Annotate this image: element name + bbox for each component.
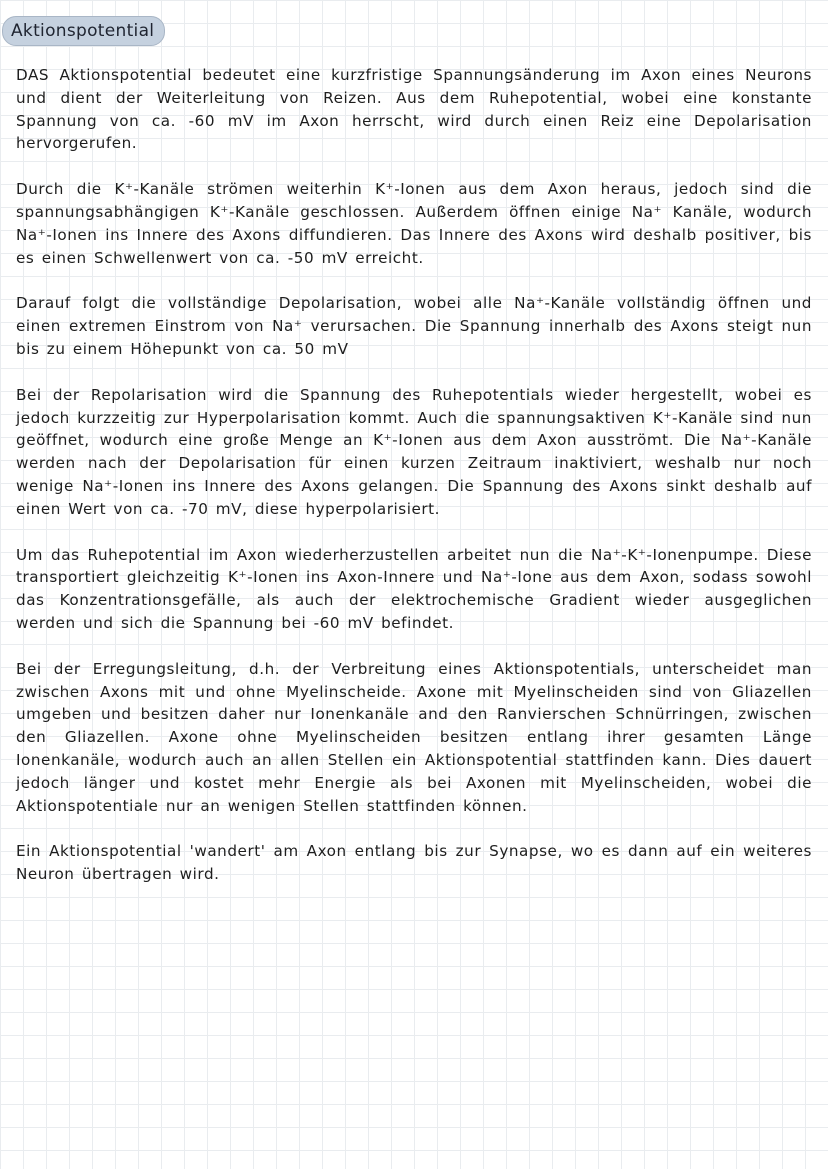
page-title: Aktionspotential bbox=[2, 16, 165, 46]
paragraph-depolarisation: Darauf folgt die vollständige Depolarisation, wobei alle Na⁺-Kanäle vollständig öffnen und einen extremen Einstrom von Na⁺ verursachen. Die Spannung innerhalb des Axons steigt nun bis zu einem Höhepunkt von ca. 50 mV bbox=[16, 294, 812, 358]
paragraph-definition: DAS Aktionspotential bedeutet eine kurzfristige Spannungsänderung im Axon eines Neurons und dient der Weiterleitung von Reizen. Aus dem Ruhepotential, wobei eine konstante Spannung von ca. -60 mV im Axon herrscht, wird durch einen Reiz eine Depolarisation hervorgerufen. bbox=[16, 66, 812, 153]
paragraph-ion-pump: Um das Ruhepotential im Axon wiederherzustellen arbeitet nun die Na⁺-K⁺-Ionenpumpe. Diese transportiert gleichzeitig K⁺-Ionen ins Axon-Innere und Na⁺-Ione aus dem Axon, sodass sowohl das Konzentrationsgefälle, als auch der elektrochemische Gradient wieder ausgeglichen werden und sich die Spannung bei -60 mV befindet. bbox=[16, 545, 812, 632]
paragraph-repolarisation: Bei der Repolarisation wird die Spannung des Ruhepotentials wieder hergestellt, wobei es jedoch kurzzeitig zur Hyperpolarisation kommt. Auch die spannungsaktiven K⁺-Kanäle sind nun geöffnet, wodurch eine große Menge an K⁺-Ionen aus dem Axon ausströmt. Die Na⁺-Kanäle werden nach der Depolarisation für einen kurzen Zeitraum inaktiviert, weshalb nur noch wenige Na⁺-Ionen ins Innere des Axons gelangen. Die Spannung des Axons sinkt deshalb auf einen Wert von ca. -70 mV, diese hyperpolarisiert. bbox=[16, 385, 812, 518]
notes-body bbox=[16, 64, 812, 886]
paragraph-conduction: Bei der Erregungsleitung, d.h. der Verbreitung eines Aktionspotentials, unterscheidet man zwischen Axons mit und ohne Myelinscheide. Axone mit Myelinscheiden sind von Gliazellen umgeben und besitzen daher nur Ionenkanäle and den Ranvierschen Schnürringen, zwischen den Gliazellen. Axone ohne Myelinscheiden besitzen entlang ihrer gesamten Länge Ionenkanäle, wodurch auch an allen Stellen ein Aktionspotential stattfinden kann. Dies dauert jedoch länger und kostet mehr Energie als bei Axonen mit Myelinscheiden, wobei die Aktionspotentiale nur an wenigen Stellen stattfinden können. bbox=[16, 659, 812, 815]
paragraph-synapse: Ein Aktionspotential 'wandert' am Axon entlang bis zur Synapse, wo es dann auf ein weiteres Neuron übertragen wird. bbox=[16, 842, 812, 884]
paragraph-threshold: Durch die K⁺-Kanäle strömen weiterhin K⁺-Ionen aus dem Axon heraus, jedoch sind die spannungsabhängigen K⁺-Kanäle geschlossen. Außerdem öffnen einige Na⁺ Kanäle, wodurch Na⁺-Ionen ins Innere des Axons diffundieren. Das Innere des Axons wird deshalb positiver, bis es einen Schwellenwert von ca. -50 mV erreicht. bbox=[16, 180, 812, 267]
